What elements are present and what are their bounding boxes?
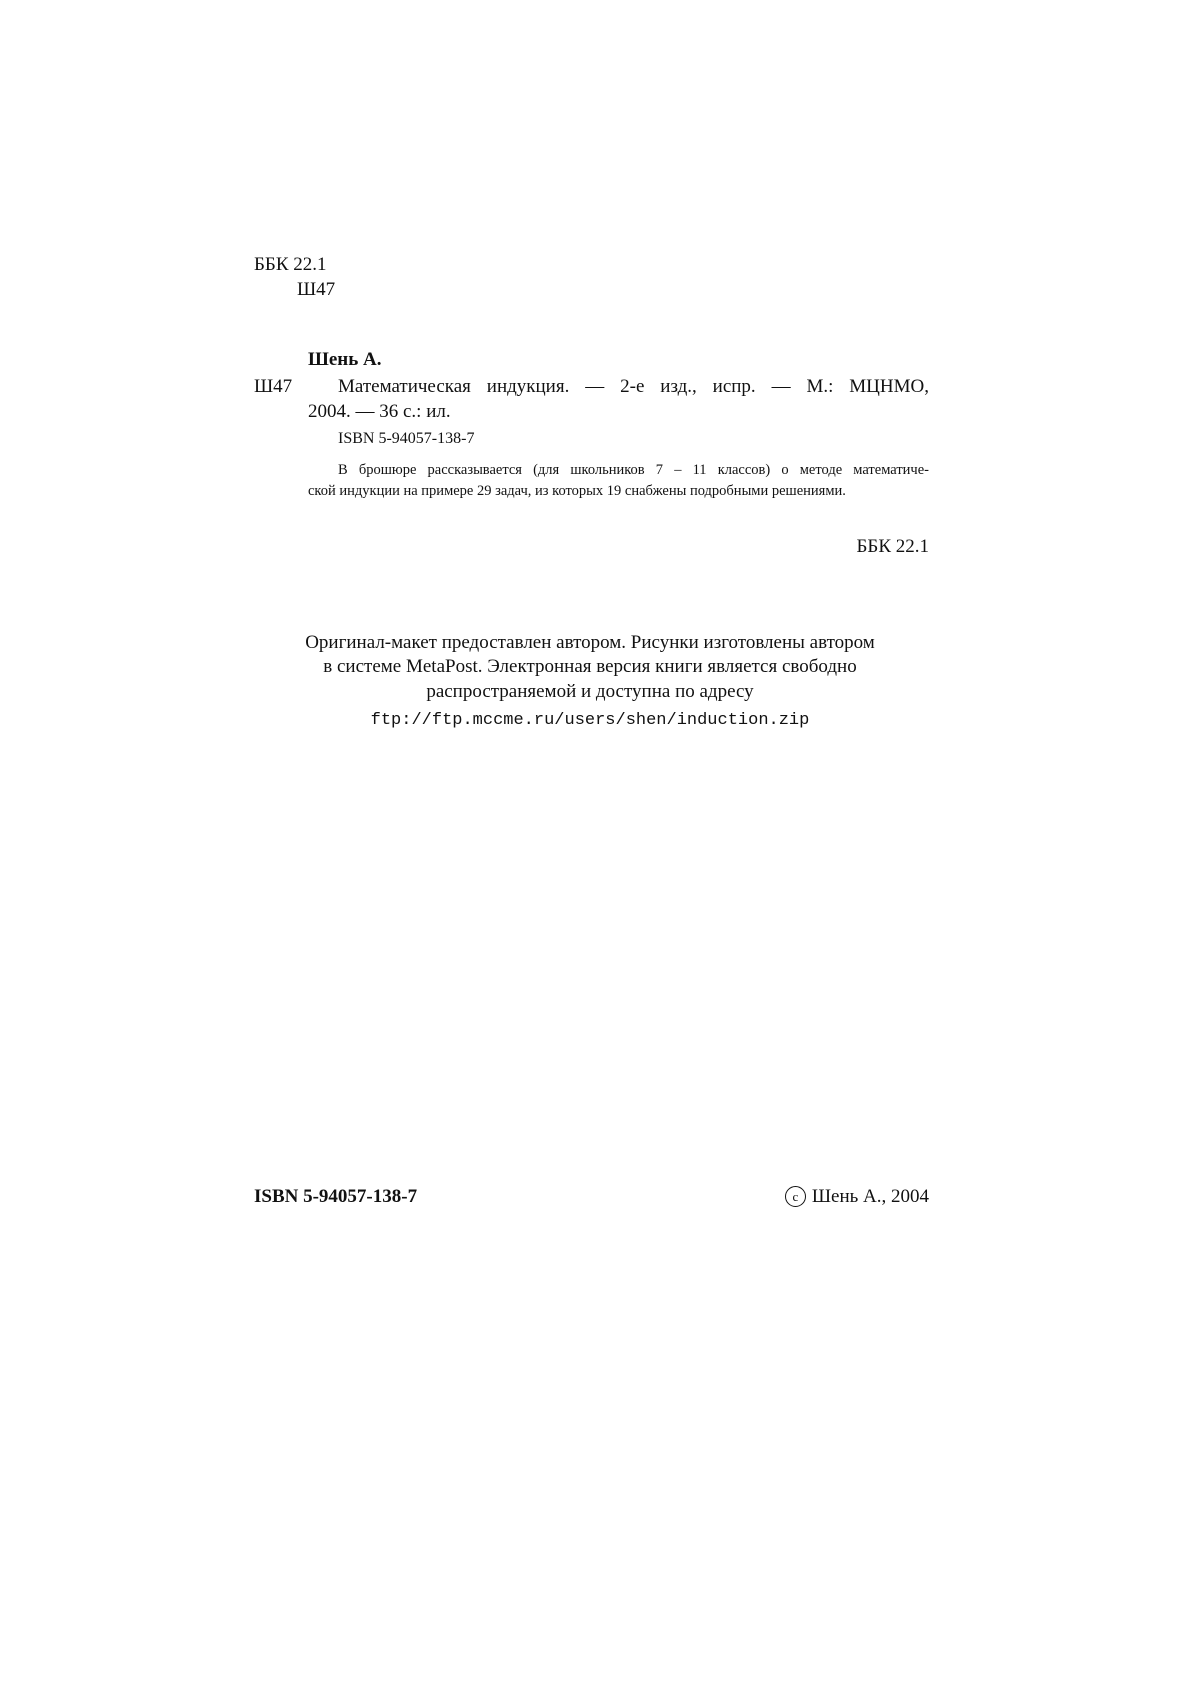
catalog-sign: Ш47	[254, 376, 293, 397]
copyright	[785, 1186, 929, 1208]
publisher-note-line-1: Оригинал-макет предоставлен автором. Рисунки изготовлены автором	[305, 632, 875, 653]
bbk-code: ББК 22.1	[254, 254, 327, 275]
publisher-note-line-3: распространяемой и доступна по адресу	[426, 681, 754, 702]
download-url: ftp://ftp.mccme.ru/users/shen/induction.zip	[370, 711, 810, 730]
copyright-text: Шень А., 2004	[811, 1186, 929, 1207]
bibliographic-title-line-1: Математическая индукция. — 2-е изд., испр. — М.: МЦНМО,	[338, 376, 929, 397]
bibliographic-title-line-2: 2004. — 36 с.: ил.	[308, 401, 451, 422]
bbk-code-right: ББК 22.1	[856, 536, 929, 557]
isbn-footer: ISBN 5-94057-138-7	[254, 1186, 418, 1207]
publisher-note-line-2: в системе MetaPost. Электронная версия книги является свободно	[323, 656, 857, 677]
catalog-isbn: ISBN 5-94057-138-7	[338, 430, 475, 447]
abstract-line-1: В брошюре рассказывается (для школьников 7 – 11 классов) о методе математиче-	[338, 462, 929, 478]
abstract-line-2: ской индукции на примере 29 задач, из которых 19 снабжены подробными решениями.	[308, 483, 846, 499]
copyright-icon: c	[785, 1186, 806, 1207]
author-name: Шень А.	[308, 349, 382, 370]
author-sign-code: Ш47	[297, 279, 336, 300]
